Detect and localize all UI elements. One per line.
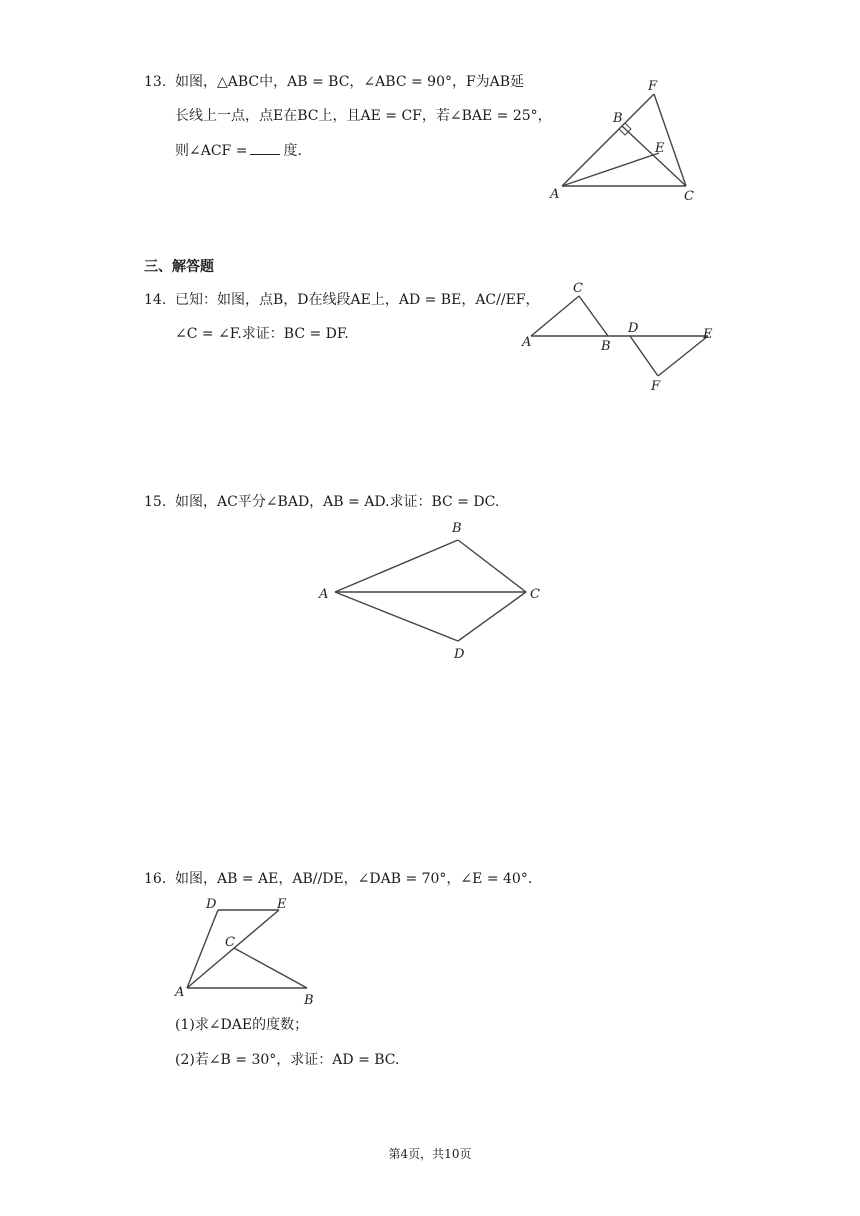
figure-q15 — [310, 515, 550, 663]
label-C: C — [225, 935, 235, 950]
label-C: C — [573, 281, 583, 296]
question-text-line: 如图，△ABC中，AB = BC，∠ABC = 90°，F为AB延 — [175, 74, 525, 90]
label-A: A — [522, 335, 532, 350]
question-number: 14. — [144, 292, 167, 308]
figure-q13 — [540, 76, 710, 206]
question-number: 15. — [144, 494, 167, 510]
question-text-line: 如图，AC平分∠BAD，AB = AD.求证：BC = DC. — [175, 494, 500, 510]
figure-q14 — [518, 278, 718, 393]
question-part-1: (1)求∠DAE的度数； — [175, 1017, 309, 1033]
answer-blank — [250, 140, 280, 155]
label-B: B — [304, 993, 314, 1007]
page-footer: 第4页，共10页 — [388, 1147, 472, 1161]
question-number: 13. — [144, 74, 167, 90]
label-F: F — [648, 79, 658, 94]
question-text-line: 则∠ACF = 度. — [175, 140, 302, 161]
question-part-2: (2)若∠B = 30°，求证：AD = BC. — [175, 1052, 400, 1068]
question-number: 16. — [144, 871, 167, 887]
label-E: E — [655, 141, 665, 156]
label-A: A — [175, 985, 185, 1000]
label-C: C — [530, 587, 540, 602]
label-A: A — [319, 587, 329, 602]
label-D: D — [454, 647, 465, 662]
label-D: D — [206, 897, 217, 912]
label-F: F — [651, 379, 661, 393]
figure-q16 — [170, 892, 330, 1007]
label-B: B — [452, 521, 462, 536]
label-A: A — [550, 187, 560, 202]
label-D: D — [628, 321, 639, 336]
question-text-line: 已知：如图，点B，D在线段AE上，AD = BE，AC//EF， — [175, 292, 540, 308]
label-E: E — [703, 327, 713, 342]
question-text-line: ∠C = ∠F.求证：BC = DF. — [175, 326, 349, 342]
label-E: E — [277, 897, 287, 912]
label-B: B — [601, 339, 611, 354]
question-text-line: 长线上一点，点E在BC上，且AE = CF，若∠BAE = 25°， — [175, 108, 552, 124]
label-B: B — [613, 111, 623, 126]
question-text-line: 如图，AB = AE，AB//DE，∠DAB = 70°，∠E = 40°. — [175, 871, 533, 887]
label-C: C — [684, 189, 694, 204]
section-heading: 三、解答题 — [144, 259, 214, 275]
